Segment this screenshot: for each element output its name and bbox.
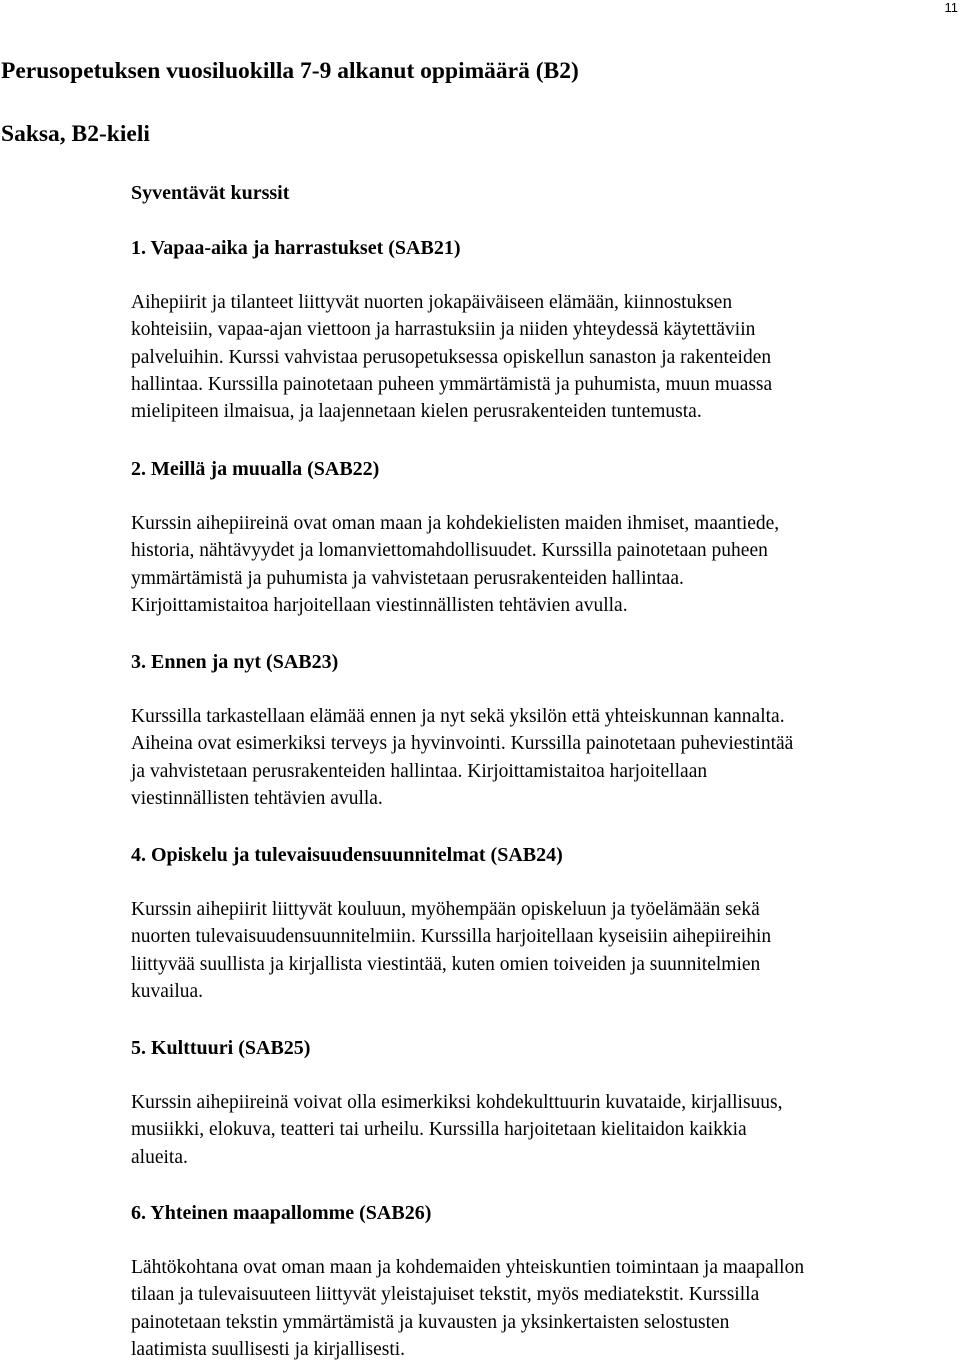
course-title-sab22: 2. Meillä ja muualla (SAB22) xyxy=(131,458,380,480)
course-title-sab24: 4. Opiskelu ja tulevaisuudensuunnitelmat (SAB24) xyxy=(131,844,563,866)
course-description-sab23 xyxy=(131,703,960,812)
description-line: nuorten tulevaisuudensuunnitelmiin. Kurssilla harjoitellaan kyseisiin aihepiireihin xyxy=(131,926,772,948)
description-line: Kurssin aihepiireinä voivat olla esimerkiksi kohdekulttuurin kuvataide, kirjallisuus, xyxy=(131,1092,783,1113)
description-line: kuvailua. xyxy=(131,980,204,1002)
subject-title: Saksa, B2-kieli xyxy=(1,121,150,147)
description-line: historia, nähtävyydet ja lomanviettomahdollisuudet. Kurssilla painotetaan puheen xyxy=(131,540,768,562)
description-line: tilaan ja tulevaisuuteen liittyvät yleistajuiset tekstit, myös mediatekstit. Kurssilla xyxy=(131,1284,760,1306)
description-line: Lähtökohtana ovat oman maan ja kohdemaiden yhteiskuntien toimintaan ja maapallon xyxy=(131,1257,805,1278)
description-line: palveluihin. Kurssi vahvistaa perusopetuksessa opiskellun sanaston ja rakenteiden xyxy=(131,346,772,368)
course-title-sab25: 5. Kulttuuri (SAB25) xyxy=(131,1037,311,1059)
course-description-sab24 xyxy=(131,896,960,1005)
description-line: alueita. xyxy=(131,1146,188,1168)
description-line: ja vahvistetaan perusrakenteiden hallintaa. Kirjoittamistaitoa harjoitellaan xyxy=(131,760,708,782)
description-line: Kurssilla tarkastellaan elämää ennen ja nyt sekä yksilön että yhteiskunnan kannalta. xyxy=(131,706,785,727)
description-line: Aiheina ovat esimerkiksi terveys ja hyvinvointi. Kurssilla painotetaan puheviestintää xyxy=(131,733,794,755)
description-line: laatimista suullisesti ja kirjallisesti. xyxy=(131,1338,406,1360)
description-line: hallintaa. Kurssilla painotetaan puheen ymmärtämistä ja puhumista, muun muassa xyxy=(131,373,773,395)
description-line: mielipiteen ilmaisua, ja laajennetaan kielen perusrakenteiden tuntemusta. xyxy=(131,401,702,423)
section-label: Syventävät kurssit xyxy=(131,182,290,204)
page-number: 11 xyxy=(944,0,958,15)
description-line: Kurssin aihepiirit liittyvät kouluun, myöhempään opiskeluun ja työelämään sekä xyxy=(131,899,760,920)
description-line: Kirjoittamistaitoa harjoitellaan viestinnällisten tehtävien avulla. xyxy=(131,594,628,616)
course-title-sab21: 1. Vapaa-aika ja harrastukset (SAB21) xyxy=(131,237,461,259)
description-line: Aihepiirit ja tilanteet liittyvät nuorten jokapäiväiseen elämään, kiinnostuksen xyxy=(131,292,733,313)
course-title-sab23: 3. Ennen ja nyt (SAB23) xyxy=(131,651,339,673)
description-line: viestinnällisten tehtävien avulla. xyxy=(131,787,383,809)
course-description-sab26 xyxy=(131,1254,960,1363)
description-line: painotetaan tekstin ymmärtämistä ja kuvausten ja yksinkertaisten selostusten xyxy=(131,1311,730,1333)
description-line: kohteisiin, vapaa-ajan viettoon ja harrastuksiin ja niiden yhteydessä käytettäviin xyxy=(131,319,756,341)
description-line: ymmärtämistä ja puhumista ja vahvistetaan perusrakenteiden hallintaa. xyxy=(131,567,684,589)
description-line: Kurssin aihepiireinä ovat oman maan ja kohdekielisten maiden ihmiset, maantiede, xyxy=(131,513,780,534)
course-description-sab25 xyxy=(131,1089,960,1171)
page-title: Perusopetuksen vuosiluokilla 7-9 alkanut oppimäärä (B2) xyxy=(1,58,579,84)
course-title-sab26: 6. Yhteinen maapallomme (SAB26) xyxy=(131,1202,432,1224)
course-description-sab21 xyxy=(131,289,960,425)
course-description-sab22 xyxy=(131,510,960,619)
description-line: liittyvää suullista ja kirjallista viestintää, kuten omien toiveiden ja suunnitelmien xyxy=(131,953,761,975)
description-line: musiikki, elokuva, teatteri tai urheilu. Kurssilla harjoitetaan kielitaidon kaikkia xyxy=(131,1119,747,1141)
